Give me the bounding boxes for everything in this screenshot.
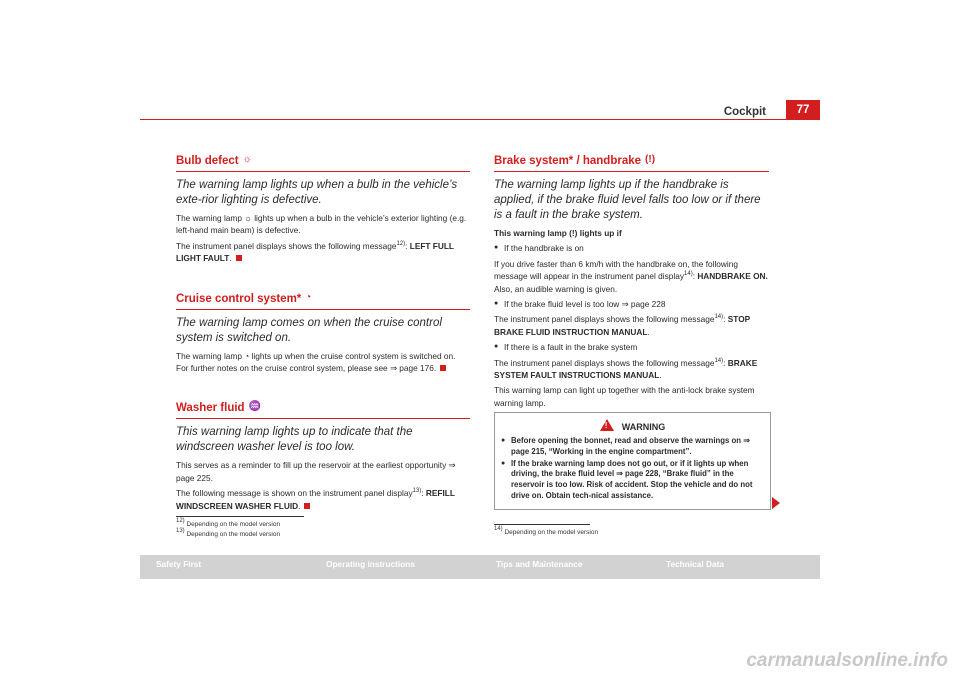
left-column [176, 152, 470, 515]
washer-fluid-heading: Washer fluid ♒ [176, 399, 470, 419]
end-of-section-marker [304, 503, 310, 509]
brake-warning-icon: (!) [569, 228, 578, 238]
bulb-warning-icon: ☼ [244, 213, 252, 223]
footnote-rule-right [494, 524, 590, 525]
bulb-lead: The warning lamp lights up when a bulb in the vehicle’s exte-rior lighting is defective. [176, 179, 458, 206]
warning-body [495, 432, 770, 502]
watermark-text: carmanualsonline.info [746, 650, 948, 671]
washer-fluid-icon: ♒ [248, 401, 262, 413]
washer-paragraph-1: This serves as a reminder to fill up the reservoir at the earliest opportunity ⇒ page 225. [176, 460, 456, 483]
warning-item-2: ● If the brake warning lamp does not go out, or if it lights up when driving, the brake fluid level ⇒ page 228, “Brake fluid” in the reservoir is too low. Risk of accident. Stop the vehicle and do not drive on. Obtain tech-nical assistance. [501, 459, 764, 502]
warning-item-1: ● Before opening the bonnet, read and observe the warnings on ⇒ page 215, “Working in the engine compartment”. [501, 436, 764, 458]
page-header-title: Cockpit [723, 106, 766, 118]
brake-subheading: This warning lamp (!) lights up if [494, 228, 622, 238]
footnote-12: $^{12)}$ Depending on the model version [176, 518, 281, 528]
warning-box [494, 412, 771, 510]
brake-bullet-3: ● If there is a fault in the brake system [494, 341, 769, 353]
brake-system-heading: Brake system* / handbrake (!) [494, 152, 769, 172]
brake-paragraph-4: This warning lamp can light up together with the anti-lock brake system warning lamp. [494, 385, 755, 408]
bulb-defect-heading: Bulb defect ☼ [176, 152, 470, 172]
brake-bullet-2: ● If the brake fluid level is too low ⇒ page 228 [494, 298, 769, 310]
warning-triangle-icon: ! [600, 419, 614, 431]
brake-lead: The warning lamp lights up if the handbrake is applied, if the brake fluid level falls too low or if there is a fault in the brake system. [494, 179, 761, 221]
footer-tab-technical-data[interactable]: Technical Data [666, 559, 724, 569]
end-of-section-marker [440, 365, 446, 371]
footer-tab-safety-first[interactable]: Safety First [156, 559, 202, 569]
footer-nav [140, 555, 820, 579]
cruise-lead: The warning lamp comes on when the cruise control system is switched on. [176, 316, 442, 344]
cruise-control-heading: Cruise control system* ◔ [176, 290, 470, 310]
washer-lead: This warning lamp lights up to indicate that the windscreen washer level is too low. [176, 426, 413, 454]
right-column [494, 152, 769, 412]
footer-tab-operating-instructions[interactable]: Operating instructions [326, 559, 415, 569]
speedometer-icon: ◔ [244, 350, 250, 361]
footnote-14: $^{14)}$ Depending on the model version [494, 526, 599, 536]
footnote-rule-left [176, 516, 304, 517]
speedometer-icon: ◔ [305, 291, 312, 303]
washer-paragraph-2: The following message is shown on the instrument panel display$^{13)}$: REFILL WINDSCREEN WASHER FLUID. [176, 488, 455, 511]
brake-paragraph-2: The instrument panel displays shows the following message$^{14)}$: STOP BRAKE FLUID INSTRUCTION MANUAL. [494, 314, 751, 337]
cruise-paragraph-1: The warning lamp ◔ lights up when the cruise control system is switched on. For further notes on the cruise control system, please see ⇒ page 176. [176, 350, 456, 374]
footnote-13: $^{13)}$ Depending on the model version [176, 528, 281, 538]
bulb-paragraph-1: The warning lamp ☼ lights up when a bulb in the vehicle’s exterior lighting (e.g. left-hand main beam) is defective. [176, 213, 467, 236]
end-of-section-marker [236, 255, 242, 261]
brake-paragraph-3: The instrument panel displays shows the following message$^{14)}$: BRAKE SYSTEM FAULT INSTRUCTIONS MANUAL. [494, 357, 758, 381]
footnotes-left [176, 520, 470, 540]
bulb-warning-icon: ☼ [242, 154, 252, 165]
brake-paragraph-1: If you drive faster than 6 km/h with the handbrake on, the following message will appear in the instrument panel display$^{14)}$: HANDBRAKE ON. Also, an audible warning is given. [494, 258, 768, 294]
continue-arrow-icon [772, 497, 780, 509]
brake-warning-icon: (!) [645, 154, 656, 165]
footnotes-right [494, 528, 769, 538]
warning-title: ! WARNING [495, 419, 770, 432]
header-rule [140, 119, 786, 120]
brake-bullet-1: ● If the handbrake is on [494, 242, 769, 254]
bulb-paragraph-2: The instrument panel displays shows the following message$^{12)}$: LEFT FULL LIGHT FAULT. [176, 240, 454, 264]
footer-tab-tips-and-maintenance[interactable]: Tips and Maintenance [496, 559, 583, 569]
page-number-badge: 77 [786, 100, 820, 120]
